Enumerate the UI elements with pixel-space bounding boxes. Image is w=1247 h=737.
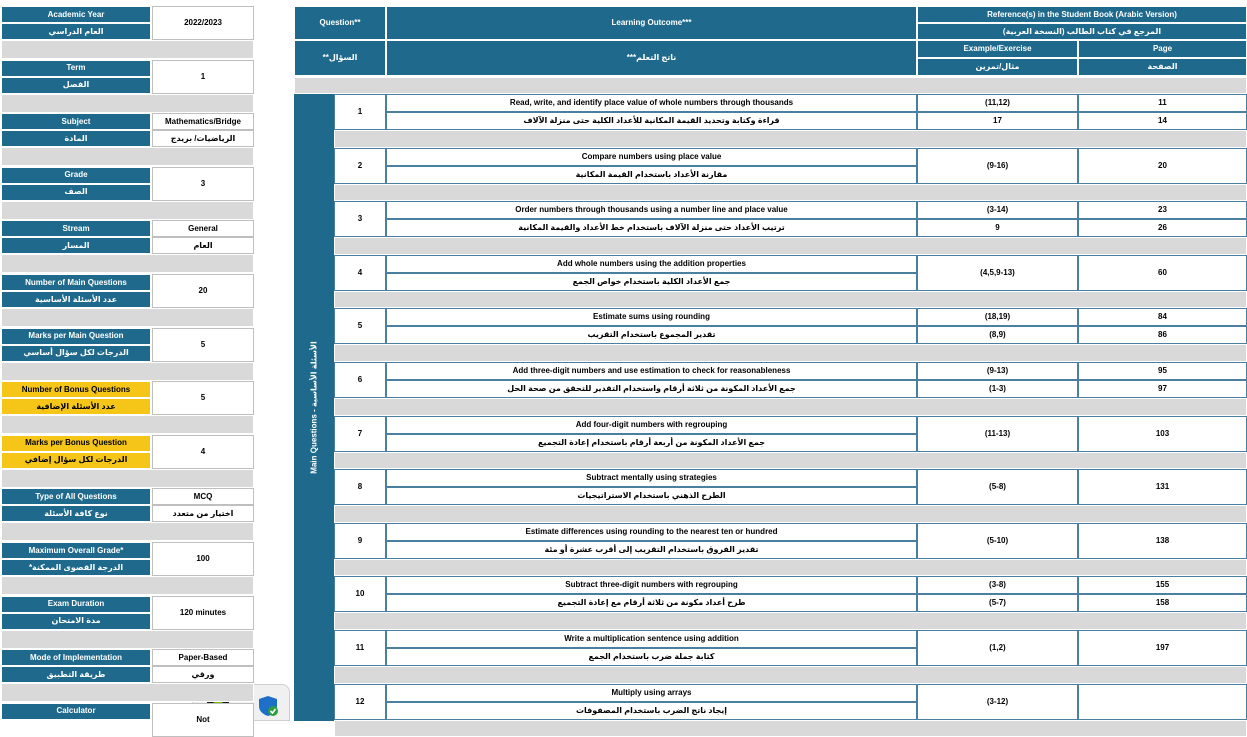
ref-example: (3-8) — [917, 576, 1078, 594]
question-number: 5 — [334, 308, 386, 344]
question-separator — [334, 184, 1247, 202]
info-value-ar-subject: الرياضيات/ بريدج — [152, 130, 254, 147]
question-number: 4 — [334, 255, 386, 291]
question-separator — [334, 452, 1247, 470]
info-label-stream: Stream — [1, 220, 151, 237]
info-separator — [1, 147, 254, 166]
info-label-ar-duration: مدة الامتحان — [1, 613, 151, 630]
info-label-ar-marks_main: الدرجات لكل سؤال أساسي — [1, 345, 151, 362]
ref-page: 138 — [1078, 523, 1247, 559]
question-separator — [334, 559, 1247, 577]
ref-example: (3-14) — [917, 201, 1078, 219]
ref-example: (4,5,9-13) — [917, 255, 1078, 291]
question-separator — [334, 130, 1247, 148]
ref-example: (3-12) — [917, 684, 1078, 720]
info-label-marks_main: Marks per Main Question — [1, 328, 151, 345]
outcome-en: Estimate sums using rounding — [386, 308, 917, 326]
info-value-calculator: Not — [152, 703, 254, 737]
question-number: 6 — [334, 362, 386, 398]
info-label-marks_bonus: Marks per Bonus Question — [1, 435, 151, 452]
info-label-ar-subject: المادة — [1, 130, 151, 147]
ref-page: 197 — [1078, 630, 1247, 666]
header-outcome-ar: ناتج التعلم*** — [386, 40, 917, 76]
info-value-subject: Mathematics/Bridge — [152, 113, 254, 130]
info-value-term: 1 — [152, 60, 254, 94]
ref-example: (1-3) — [917, 380, 1078, 398]
header-reference: Reference(s) in the Student Book (Arabic Version) — [917, 6, 1247, 23]
info-value-num_main: 20 — [152, 274, 254, 308]
question-separator — [334, 666, 1247, 684]
outcome-ar: قراءة وكتابة وتحديد القيمة المكانية للأعداد الكلية حتى منزلة الآلاف — [386, 112, 917, 130]
info-label-term: Term — [1, 60, 151, 77]
header-page-ar: الصفحة — [1078, 58, 1247, 76]
outcome-ar: تقدير الفروق باستخدام التقريب إلى أقرب عشرة أو مئة — [386, 541, 917, 559]
outcome-en: Estimate differences using rounding to the nearest ten or hundred — [386, 523, 917, 541]
outcome-en: Read, write, and identify place value of whole numbers through thousands — [386, 94, 917, 112]
question-separator — [334, 344, 1247, 362]
info-value-grade: 3 — [152, 167, 254, 201]
info-separator — [1, 630, 254, 649]
ref-page: 155 — [1078, 576, 1247, 594]
info-label-ar-grade: الصف — [1, 184, 151, 201]
info-label-ar-academic_year: العام الدراسي — [1, 23, 151, 40]
info-value-marks_bonus: 4 — [152, 435, 254, 469]
info-label-ar-type: نوع كافة الأسئلة — [1, 505, 151, 522]
main-questions-text: Main Questions - الأسئلة الأساسية — [309, 341, 319, 474]
ref-example: (11-13) — [917, 416, 1078, 452]
info-label-ar-num_main: عدد الأسئلة الأساسية — [1, 291, 151, 308]
ref-example: (9-16) — [917, 148, 1078, 184]
info-label-type: Type of All Questions — [1, 488, 151, 505]
ref-page: 84 — [1078, 308, 1247, 326]
info-separator — [1, 683, 254, 702]
info-value-max_grade: 100 — [152, 542, 254, 576]
info-separator — [1, 415, 254, 434]
question-number: 9 — [334, 523, 386, 559]
question-separator — [334, 720, 1247, 737]
question-number: 8 — [334, 469, 386, 505]
info-separator — [1, 362, 254, 381]
ref-example: (5-10) — [917, 523, 1078, 559]
info-label-ar-max_grade: الدرجة القصوى الممكنة* — [1, 559, 151, 576]
header-page: Page — [1078, 40, 1247, 58]
question-separator — [334, 237, 1247, 255]
info-label-num_bonus: Number of Bonus Questions — [1, 381, 151, 398]
info-label-ar-marks_bonus: الدرجات لكل سؤال إضافي — [1, 452, 151, 469]
ref-example: 9 — [917, 219, 1078, 237]
question-number: 12 — [334, 684, 386, 720]
info-label-max_grade: Maximum Overall Grade* — [1, 542, 151, 559]
info-separator — [1, 254, 254, 273]
ref-page: 60 — [1078, 255, 1247, 291]
info-value-ar-mode: ورقي — [152, 666, 254, 683]
outcome-en: Write a multiplication sentence using addition — [386, 630, 917, 648]
header-example-ar: مثال/تمرين — [917, 58, 1078, 76]
info-label-academic_year: Academic Year — [1, 6, 151, 23]
ref-example: (18,19) — [917, 308, 1078, 326]
ref-example: (1,2) — [917, 630, 1078, 666]
question-separator — [334, 398, 1247, 416]
info-label-ar-num_bonus: عدد الأسئلة الإضافية — [1, 398, 151, 415]
info-label-ar-mode: طريقة التطبيق — [1, 666, 151, 683]
info-value-num_bonus: 5 — [152, 381, 254, 415]
info-separator — [1, 40, 254, 59]
info-value-ar-type: اختيار من متعدد — [152, 505, 254, 522]
question-separator — [334, 612, 1247, 630]
info-value-stream: General — [152, 220, 254, 237]
info-separator — [1, 201, 254, 220]
header-separator — [294, 77, 1247, 94]
question-number: 1 — [334, 94, 386, 130]
ref-page: 95 — [1078, 362, 1247, 380]
outcome-ar: الطرح الذهني باستخدام الاستراتيجيات — [386, 487, 917, 505]
info-value-type: MCQ — [152, 488, 254, 505]
question-number: 7 — [334, 416, 386, 452]
main-questions-label — [294, 94, 334, 721]
outcome-ar: طرح أعداد مكونة من ثلاثة أرقام مع إعادة التجميع — [386, 594, 917, 612]
header-reference-ar: المرجع في كتاب الطالب (النسخة العربية) — [917, 23, 1247, 40]
ref-example: 17 — [917, 112, 1078, 130]
info-label-ar-stream: المسار — [1, 237, 151, 254]
info-value-duration: 120 minutes — [152, 596, 254, 630]
outcome-ar: جمع الأعداد المكونة من أربعة أرقام باستخدام إعادة التجميع — [386, 434, 917, 452]
ref-example: (5-7) — [917, 594, 1078, 612]
ref-page: 131 — [1078, 469, 1247, 505]
info-label-grade: Grade — [1, 167, 151, 184]
info-value-ar-stream: العام — [152, 237, 254, 254]
info-label-calculator: Calculator — [1, 703, 151, 720]
ref-page: 97 — [1078, 380, 1247, 398]
header-example: Example/Exercise — [917, 40, 1078, 58]
outcome-ar: كتابة جملة ضرب باستخدام الجمع — [386, 648, 917, 666]
outcome-ar: تقدير المجموع باستخدام التقريب — [386, 326, 917, 344]
outcome-ar: إيجاد ناتج الضرب باستخدام المصفوفات — [386, 702, 917, 720]
outcome-en: Order numbers through thousands using a number line and place value — [386, 201, 917, 219]
ref-page: 158 — [1078, 594, 1247, 612]
info-separator — [1, 522, 254, 541]
outcome-en: Add whole numbers using the addition properties — [386, 255, 917, 273]
ref-example: (8,9) — [917, 326, 1078, 344]
outcome-en: Add four-digit numbers with regrouping — [386, 416, 917, 434]
ref-page: 20 — [1078, 148, 1247, 184]
info-value-marks_main: 5 — [152, 328, 254, 362]
info-separator — [1, 94, 254, 113]
info-label-ar-term: الفصل — [1, 77, 151, 94]
question-number: 11 — [334, 630, 386, 666]
outcome-en: Compare numbers using place value — [386, 148, 917, 166]
question-number: 3 — [334, 201, 386, 237]
info-value-academic_year: 2022/2023 — [152, 6, 254, 40]
question-separator — [334, 505, 1247, 523]
windows-security-icon[interactable] — [257, 695, 279, 717]
outcome-en: Subtract mentally using strategies — [386, 469, 917, 487]
outcome-en: Subtract three-digit numbers with regrouping — [386, 576, 917, 594]
ref-page: 103 — [1078, 416, 1247, 452]
info-label-subject: Subject — [1, 113, 151, 130]
ref-page: 23 — [1078, 201, 1247, 219]
info-label-mode: Mode of Implementation — [1, 649, 151, 666]
ref-page: 26 — [1078, 219, 1247, 237]
outcome-en: Add three-digit numbers and use estimation to check for reasonableness — [386, 362, 917, 380]
ref-page — [1078, 684, 1247, 720]
ref-page: 11 — [1078, 94, 1247, 112]
info-separator — [1, 469, 254, 488]
header-question-ar: السؤال** — [294, 40, 386, 76]
info-separator — [1, 308, 254, 327]
outcome-ar: ترتيب الأعداد حتى منزلة الآلاف باستخدام خط الأعداد والقيمة المكانية — [386, 219, 917, 237]
info-label-duration: Exam Duration — [1, 596, 151, 613]
ref-page: 14 — [1078, 112, 1247, 130]
info-label-num_main: Number of Main Questions — [1, 274, 151, 291]
question-number: 10 — [334, 576, 386, 612]
ref-page: 86 — [1078, 326, 1247, 344]
outcome-ar: مقارنة الأعداد باستخدام القيمة المكانية — [386, 166, 917, 184]
outcome-ar: جمع الأعداد الكلية باستخدام خواص الجمع — [386, 273, 917, 291]
info-separator — [1, 576, 254, 595]
info-value-mode: Paper-Based — [152, 649, 254, 666]
outcome-en: Multiply using arrays — [386, 684, 917, 702]
question-number: 2 — [334, 148, 386, 184]
header-question: Question** — [294, 6, 386, 40]
question-separator — [334, 291, 1247, 309]
ref-example: (5-8) — [917, 469, 1078, 505]
outcome-ar: جمع الأعداد المكونة من ثلاثة أرقام واستخدام التقدير للتحقق من صحة الحل — [386, 380, 917, 398]
ref-example: (9-13) — [917, 362, 1078, 380]
ref-example: (11,12) — [917, 94, 1078, 112]
header-outcome: Learning Outcome*** — [386, 6, 917, 40]
